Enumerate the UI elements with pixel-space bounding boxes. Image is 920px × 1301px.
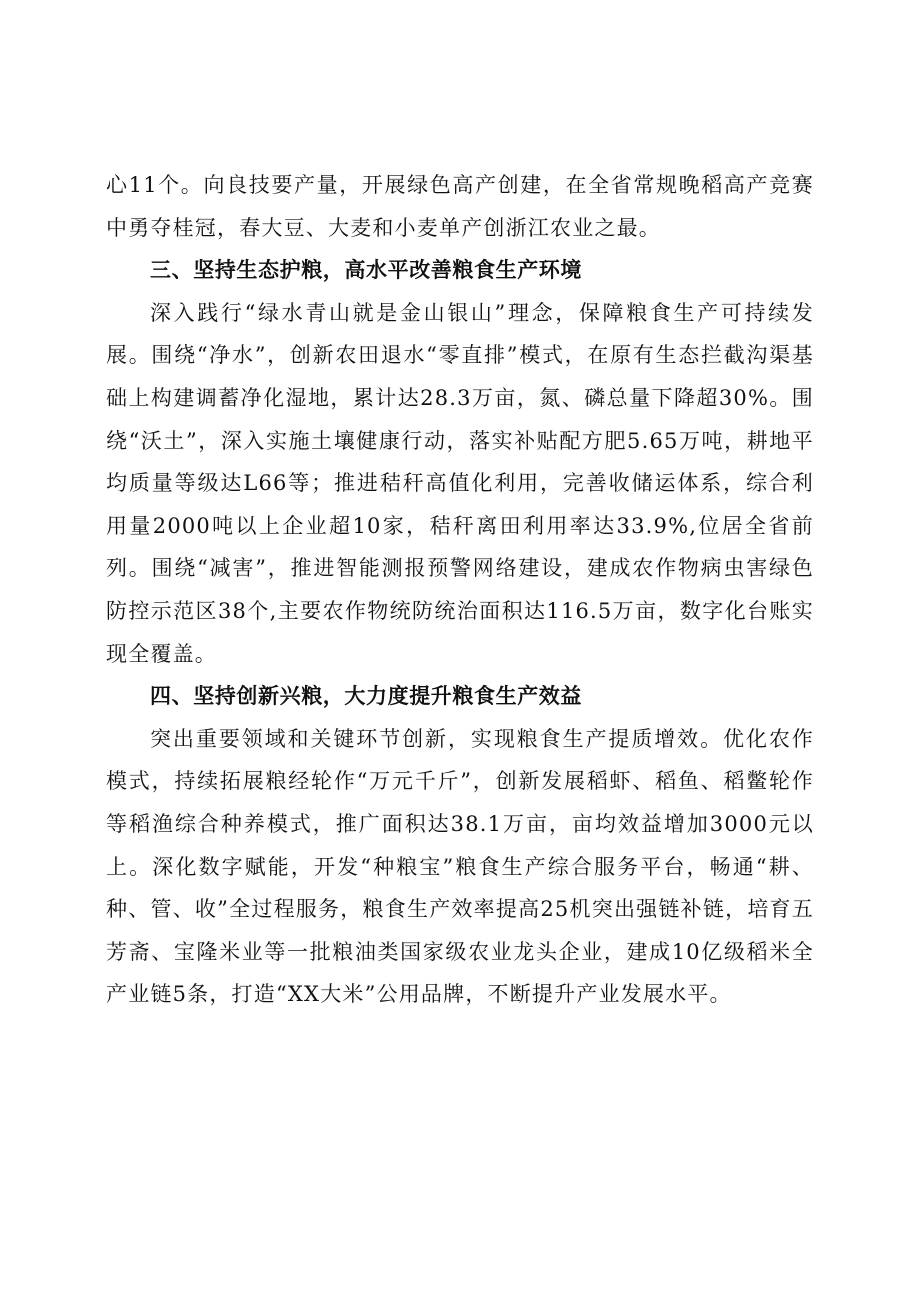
section-heading-4: 四、坚持创新兴粮，大力度提升粮食生产效益 [150, 684, 582, 709]
paragraph-continuation: 心11个。向良技要产量，开展绿色高产创建，在全省常规晚稻高产竞赛中勇夺桂冠，春大豆、大麦和小麦单产创浙江农业之最。 [106, 173, 814, 240]
paragraph-section-3: 深入践行“绿水青山就是金山银山”理念，保障粮食生产可持续发展。围绕“净水”，创新农田退水“零直排”模式，在原有生态拦截沟渠基础上构建调蓄净化湿地，累计达28.3万亩，氮、磷总量下降超30%。围绕“沃土”，深入实施土壤健康行动，落实补贴配方肥5.65万吨，耕地平均质量等级达L66等；推进秸秆高值化利用，完善收储运体系，综合利用量2000吨以上企业超10家，秸秆离田利用率达33.9%,位居全省前列。围绕“减害”，推进智能测报预警网络建设，建成农作物病虫害绿色防控示范区38个,主要农作物统防统治面积达116.5万亩，数字化台账实现全覆盖。 [106, 300, 814, 666]
document-body [106, 164, 814, 1016]
section-heading-3: 三、坚持生态护粮，高水平改善粮食生产环境 [150, 258, 582, 283]
paragraph-section-4: 突出重要领域和关键环节创新，实现粮食生产提质增效。优化农作模式，持续拓展粮经轮作“万元千斤”，创新发展稻虾、稻鱼、稻鳖轮作等稻渔综合种养模式，推广面积达38.1万亩，亩均效益增加3000元以上。深化数字赋能，开发“种粮宝”粮食生产综合服务平台，畅通“耕、种、管、收”全过程服务，粮食生产效率提高25机突出强链补链，培育五芳斋、宝隆米业等一批粮油类国家级农业龙头企业，建成10亿级稻米全产业链5条，打造“XX大米”公用品牌，不断提升产业发展水平。 [106, 726, 814, 1007]
